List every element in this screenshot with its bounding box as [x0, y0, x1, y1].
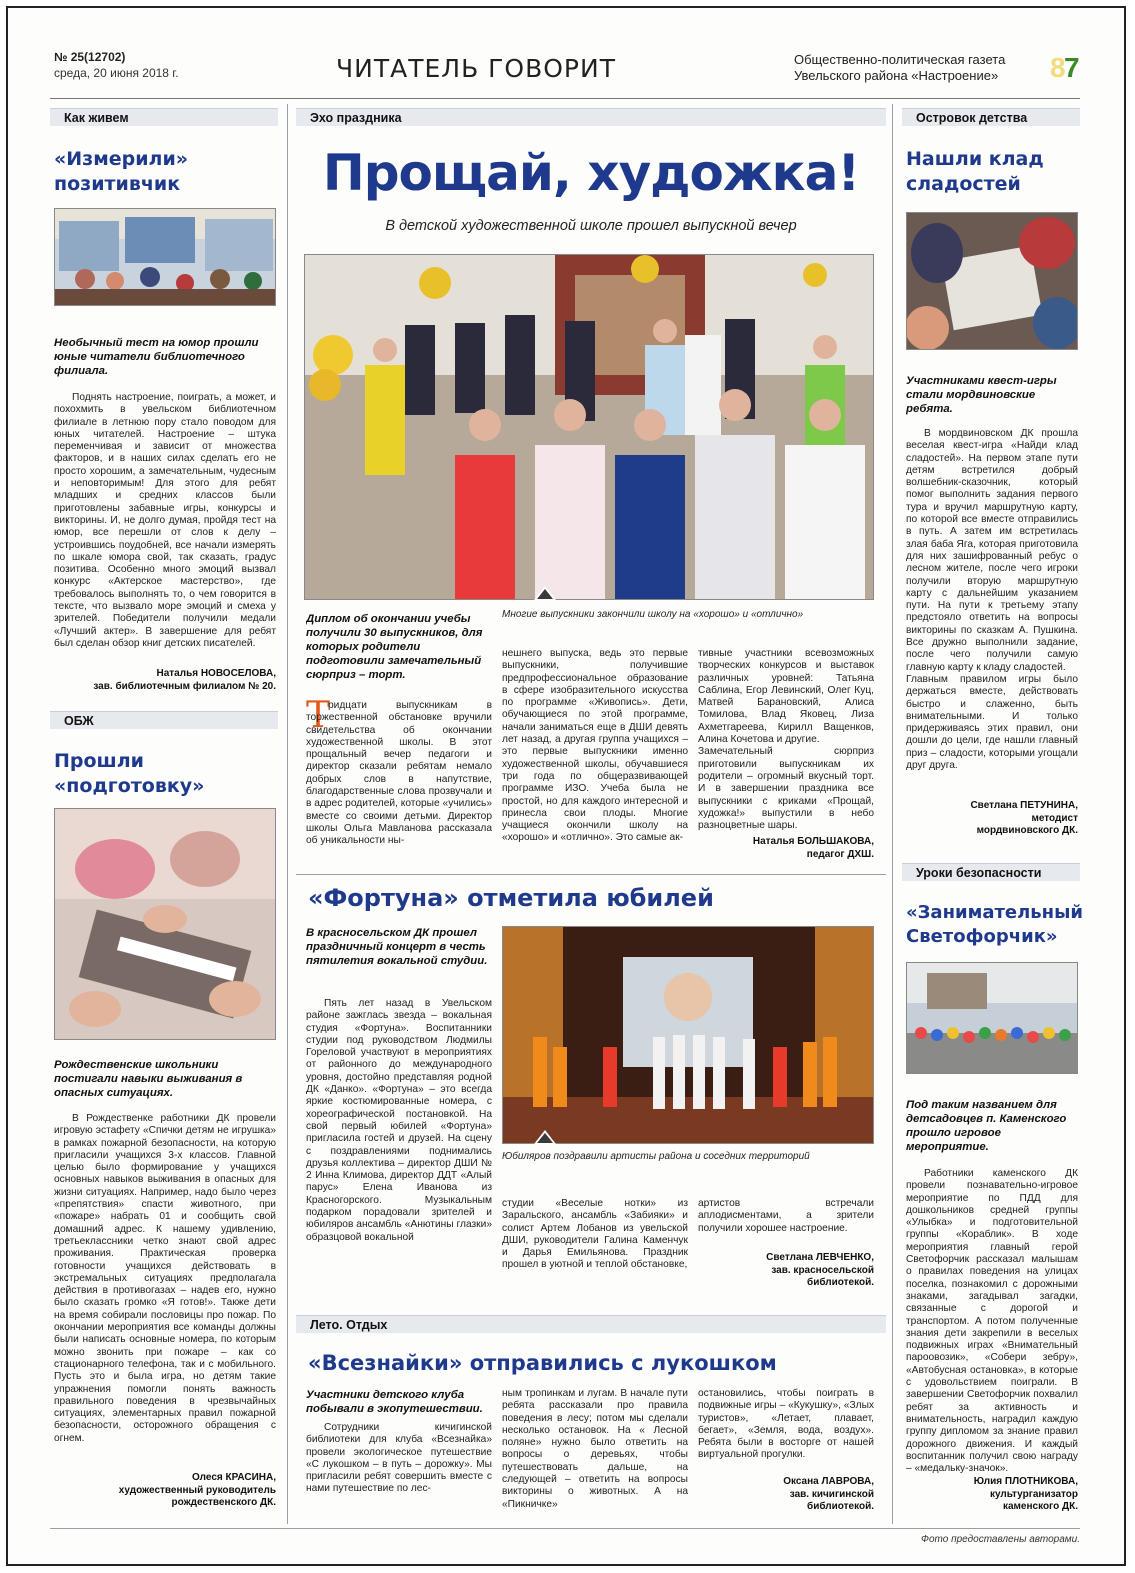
lead-izmerili: Необычный тест на юмор прошли юные читатели библиотечного филиала. — [54, 337, 259, 377]
divider-fortuna — [296, 874, 886, 875]
lead-klad: Участниками квест-игры стали мордвиновские ребята. — [906, 375, 1057, 415]
column-divider-left — [287, 104, 288, 1524]
caption-fortuna: Юбиляров поздравили артисты района и соседних территорий — [502, 1151, 810, 1162]
rubric-uroki-bezopasnosti: Уроки безопасности — [902, 863, 1080, 881]
headline-izmerili-2: позитивчик — [54, 173, 181, 195]
body-izmerili: Поднять настроение, поиграть, а может, и похохмить в увельском библиотечном филиале в летнюю пору стало поводом для юных читателей. Настроение – штука переменчивая и зависит от множества факторов, и в наших силах сделать его не просто хорошим, а замечательным, чудесным и неповторимым! Для этого для ребят младших и средних классов были приготовлены забавные игры, конкурсы и викторины. И, не долго думая, пройдя тест на юмор, все перешли от слов к делу – устроившись поудобней, все начали измерять по шкале юмора свой, так сказать, градус позитива. Особенно много эмоций вызвал конкурс «Актерское мастерство», где требовалось выполнять то, о чем говорится в тексте, что вызвало море эмоций и смеха у зрителей. Победители получили медали «Лучший актер». В завершение для ребят был сделан обзор книг детских писателей. — [54, 392, 276, 649]
headline-svetoforchik-1: «Занимательный — [906, 902, 1084, 923]
headline-fortuna: «Фортуна» отметила юбилей — [308, 884, 714, 912]
lead-vseznayki: Участники детского клуба побывали в экопутешествии. — [306, 1389, 483, 1415]
headline-proshchay: Прощай, художка! — [322, 144, 860, 202]
body-vseznayki-col2: ным тропинкам и лугам. В начале пути ребята рассказали про правила поведения в лесу; потом мы сделали несколько остановок. На « Лесной поляне» нужно было ответить на вопросы о деревьях, чтобы путешествовать дальше, на следующей – ответить на вопросы викторины о животных. А на «Пикничке» — [502, 1388, 688, 1510]
headline-proshli-2: «подготовку» — [54, 775, 205, 797]
library-photo-image — [55, 209, 276, 306]
issue-date: среда, 20 июня 2018 г. — [54, 66, 179, 80]
body-fortuna-col1: Пять лет назад в Увельском районе зажглась звезда – вокальная студия «Фортуна». Воспитанники студии под руководством Людмилы Гореловой участвуют в мероприятиях от районного до международного уровня, достойно представляя родной ДК «Данко». «Фортуна» – это всегда яркие костюмированные номера, с хореографической постановкой. На свой первый юбилей «Фортуна» пригласила гостей и друзей. На сцену с поздравлениями поднимались друзья коллектива – директор ДШИ № 2 Инна Климова, директор ДДТ «Алый парус» Елена Иванова из Красногорского. Музыкальным подарком порадовали зрителей и юбиляров ансамбль «Анютины глазки» образцовой вокальной — [306, 998, 492, 1243]
body-proshchay-col1: ридцати выпускникам в торжественной обстановке вручили свидетельства об окончании художественной школы. В этот прощальный вечер педагоги и директор сказали ребятам немало добрых слов в напутствие, благодарственные слова прозвучали и в адрес родителей, которые «учились» вместе со своими детьми. Директор школы Ольга Мавланова рассказала об уникальности ны- — [306, 700, 492, 847]
footer-rule — [50, 1528, 1080, 1529]
signature-proshchay: Наталья БОЛЬШАКОВА, педагог ДХШ. — [752, 836, 874, 860]
headline-izmerili-1: «Измерили» — [54, 148, 189, 170]
body-fortuna-col3: артистов встречали аплодисментами, а зрители получили хорошее настроение. — [698, 1198, 874, 1234]
body-proshchay-col3: тивные участники всевозможных творческих конкурсов и выставок различных уровней: Татьяна Саблина, Егор Левинский, Олег Куц, Матвей Барановский, Алиса Томилова, Влад Яковец, Лиза Ахметгареева, Кирилл Ващенков, Алина Кочетова и другие. Замечательный сюрприз приготовили выпускникам их родители – огромный вкусный торт. И в завершении праздника все выпускники с криками «Прощай, художка!» выпустили в небо разноцветные шары. — [698, 648, 874, 832]
rubric-kak-zhivem: Как живем — [50, 108, 278, 126]
drop-cap-t: Т — [306, 695, 331, 736]
rubric-eho-prazdnika: Эхо праздника — [296, 108, 886, 126]
lead-fortuna: В красносельском ДК прошел праздничный концерт в честь пятилетия вокальной студии. — [306, 927, 488, 967]
lead-proshchay: Диплом об окончании учебы получили 30 выпускников, для которых родители подготовили замечательный сюрприз – торт. — [306, 613, 483, 681]
paper-name-line-2: Увельского района «Настроение» — [794, 68, 999, 83]
subheadline-proshchay: В детской художественной школе прошел выпускной вечер — [385, 218, 797, 234]
headline-svetoforchik-2: Светофорчик» — [906, 926, 1058, 947]
newspaper-page — [6, 6, 1126, 1566]
photo-credit: Фото предоставлены авторами. — [921, 1534, 1080, 1545]
svetoforchik-photo-image — [907, 963, 1078, 1074]
signature-proshli: Олеся КРАСИНА, художественный руководитель рождественского ДК. — [118, 1472, 276, 1508]
header-rule — [50, 98, 1080, 99]
headline-proshli-1: Прошли — [54, 750, 144, 772]
body-klad: В мордвиновском ДК прошла веселая квест-игра «Найди клад сладостей». На первом этапе пути детям встретился добрый волшебник-сказочник, который помог выполнить задания первого тура и вручил маршрутную карту, по которой все вместе отправились в путь. А затем им встретилась злая баба Яга, которая приготовила для них зашифрованный ребус о лесном жителе, после чего игроки получили вторую маршрутную карту с дальнейшим указанием пути. На пути к третьему этапу предстояло ответить на вопросы викторины по сказкам А. Пушкина. Все дружно выполнили задание, после чего получили самую главную карту к кладу сладостей. Главным правилом игры было держаться вместе, действовать быстро и слаженно, быть внимательными. И только придерживаясь этих правил, они дошли до цели, где нашли главный приз – сладости, которыми угощали друг друга. — [906, 428, 1078, 772]
klad-photo-image — [907, 213, 1078, 350]
headline-vseznayki: «Всезнайки» отправились с лукошком — [308, 1351, 777, 1375]
body-fortuna-col2: студии «Веселые нотки» из Заральского, ансамбль «Забияки» и солист Артем Лобанов из увельской ДШИ, руководители Галина Каменчук и Дарья Емильянова. Праздник прошел в уютной и теплой обстановке, — [502, 1198, 688, 1271]
lead-svetoforchik: Под таким названием для детсадовцев п. Каменского прошло игровое мероприятие. — [906, 1099, 1067, 1153]
photo-marker-triangle — [534, 586, 556, 600]
headline-klad-1: Нашли клад — [906, 148, 1044, 170]
issue-number: № 25(12702) — [54, 50, 126, 64]
signature-vseznayki: Оксана ЛАВРОВА, зав. кичигинской библиотекой. — [783, 1476, 874, 1512]
klad-photo — [906, 212, 1078, 350]
fortuna-marker-triangle — [534, 1130, 556, 1144]
section-title: ЧИТАТЕЛЬ ГОВОРИТ — [336, 54, 616, 83]
body-proshchay-col2: нешнего выпуска, ведь это первые выпускники, получившие предпрофессиональное образование в сфере изобразительного искусства по программе «Живопись». Дети, обучающиеся по этой программе, начали заниматься еще в ДШИ девять лет назад, а другая группа учащихся – это первые выпускники именно художественной школы, обучавшиеся три года по общеразвивающей программе ИЗО. Учеба была не простой, но для каждого интересной и принесла свои плоды. Многие учащиеся окончили школу на «хорошо» и «отлично». Это самые ак- — [502, 648, 688, 844]
graduation-photo — [304, 254, 874, 600]
graduation-photo-image — [305, 255, 874, 600]
signature-izmerili: Наталья НОВОСЕЛОВА, зав. библиотечным филиалом № 20. — [93, 668, 276, 692]
page-number-ghost: 8 — [1050, 52, 1066, 83]
caption-proshchay: Многие выпускники закончили школу на «хорошо» и «отлично» — [502, 609, 804, 620]
column-divider-right — [892, 104, 893, 1524]
signature-klad: Светлана ПЕТУНИНА, методист мордвиновского ДК. — [970, 800, 1078, 836]
signature-svetoforchik: Юлия ПЛОТНИКОВА, культурганизатор каменского ДК. — [973, 1476, 1078, 1512]
library-photo — [54, 208, 276, 306]
rubric-obzh: ОБЖ — [50, 711, 278, 729]
obzh-photo — [54, 808, 276, 1040]
body-vseznayki-col3: остановились, чтобы поиграть в подвижные игры – «Кукушку», «Злых туристов», «Летает, плавает, бегает», «Земля, вода, воздух». Ребята были в восторге от нашей виртуальной прогулки. — [698, 1388, 874, 1461]
body-svetoforchik: Работники каменского ДК провели познавательно-игровое мероприятие по ПДД для дошкольников средней группы «Улыбка» и подготовительной группы «Кораблик». В ходе мероприятия главный герой Светофорчик рассказал малышам о правилах поведения на улицах поселка, познакомил с дорожными знаками, загадывал загадки, связанные с дорогой и транспортом. А потом полученные знания дети закрепили в веселых подвижных играх «Внимательный пароовозик», «Собери зебру», «Автобусная остановка», в которые с удовольствием поиграли. В завершении Светофорчик похвалил ребят за активность и внимательность, наградил каждую группу дипломом за знание правил дорожного движения. И каждый воспитанник получил свою награду – «медальку-значок». — [906, 1168, 1078, 1474]
lead-proshli: Рождественские школьники постигали навыки выживания в опасных ситуациях. — [54, 1059, 243, 1099]
signature-fortuna: Светлана ЛЕВЧЕНКО, зав. красносельской библиотекой. — [766, 1252, 874, 1288]
rubric-leto-otdyh: Лето. Отдых — [296, 1315, 886, 1333]
body-proshli: В Рождественке работники ДК провели игровую эстафету «Спички детям не игрушка» в рамках пожарной безопасности, на которую пригласили учащихся 3-х классов. Главной целью было формирование у учащихся основных навыков выживания в опасных для жизни ситуациях. Например, надо было через «препятствия» спасти животного, при «пожаре» набрать 01 и сообщить свой домашний адрес. К нашему удивлению, третьеклассники четко знают свой адрес проживания. Практическая проверка готовности учащихся действовать в экстремальных ситуациях предполагала действия в противогазах – надев его, нужно было сказать громко «Я готов!». Также дети на время собирали пословицы про пожар. По окончании мероприятия все команды должны были написать основные номера, по которым можно звонить при пожаре – как со стационарного телефона, так и с мобильного. Пусть это и была игра, но детям такие упражнения помогли понять важность правильного поведения в чрезвычайных ситуациях, элементарных правил пожарной безопасности, осторожного обращения с огнем. — [54, 1113, 276, 1444]
body-vseznayki-col1: Сотрудники кичигинской библиотеки для клуба «Всезнайка» провели экологическое путешествие «С лукошком – в путь – дорожку». Мы пригласили ребят совершить вместе с нами путешествие по лес- — [306, 1422, 492, 1495]
headline-klad-2: сладостей — [906, 173, 1021, 195]
rubric-ostrovok-detstva: Островок детства — [902, 108, 1080, 126]
page-number: 7 — [1064, 52, 1080, 83]
paper-name-line-1: Общественно-политическая газета — [794, 52, 1006, 67]
obzh-photo-image — [55, 809, 276, 1040]
fortuna-photo-image — [503, 927, 874, 1144]
fortuna-photo — [502, 926, 874, 1144]
svetoforchik-photo — [906, 962, 1078, 1074]
